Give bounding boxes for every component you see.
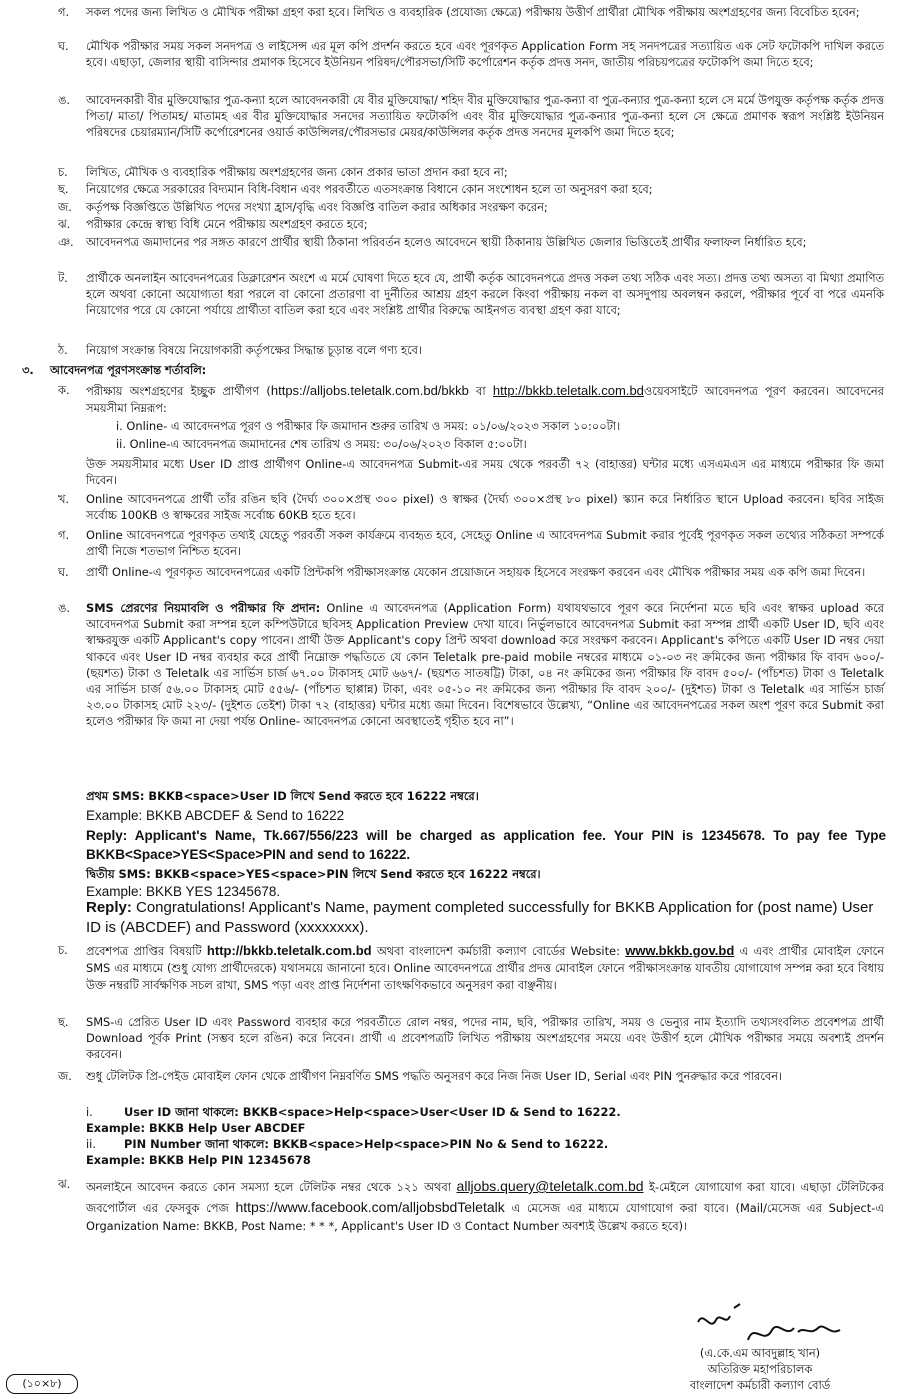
reply-label: Reply: xyxy=(86,828,128,843)
alljobs-query-email[interactable]: alljobs.query@teletalk.com.bd xyxy=(456,1178,644,1194)
bkkb-teletalk-link[interactable]: http://bkkb.teletalk.com.bd xyxy=(206,943,372,958)
clause-mark: ঠ. xyxy=(58,343,68,357)
clause-mark: জ. xyxy=(58,1069,72,1083)
signatory-office: বাংলাদেশ কর্মচারী কল্যাণ বোর্ড xyxy=(689,1378,831,1393)
first-sms-reply xyxy=(86,826,886,864)
recover-pin xyxy=(86,1136,886,1152)
clause-mark: ঘ. xyxy=(58,565,69,579)
signatory-designation: অতিরিক্ত মহাপরিচালক xyxy=(707,1362,813,1377)
first-sms-text: BKKB<space>User ID লিখে Send করতে হবে 16222 নম্বরে। xyxy=(144,789,479,803)
reply-label: Reply: xyxy=(86,899,132,916)
deadline-end: ii. Online-এ আবেদনপত্র জমাদানের শেষ তারিখ ও সময়: ৩০/০৬/২০২৩ বিকাল ৫:০০টা। xyxy=(116,437,527,451)
clause-mark: চ. xyxy=(58,165,68,179)
clause-mark: ঙ. xyxy=(58,93,70,107)
text-span: অথবা বাংলাদেশ কর্মচারী কল্যাণ বোর্ডের Website: xyxy=(371,944,626,958)
clause-mark: ঙ. xyxy=(58,601,70,615)
section-number: ৩. xyxy=(22,363,34,377)
clause-mark: চ. xyxy=(58,943,68,957)
clause-text: নিয়োগ সংক্রান্ত বিষয়ে নিয়োগকারী কর্তৃপক্ষের সিদ্ধান্ত চূড়ান্ত বলে গণ্য হবে। xyxy=(86,343,422,357)
signature-spacer xyxy=(640,1305,880,1345)
reply-text: Applicant's Name, Tk.667/556/223 will be charged as application fee. Your PIN is 12345678. To pay fee Type BKKB<Space>YES<Space>PIN and send to 16222. xyxy=(86,828,886,863)
clause-text: আবেদনপত্র জমাদানের পর সঙ্গত কারণে প্রার্থীর স্থায়ী ঠিকানা পরিবর্তন হলেও আবেদনে স্থায়ী ঠিকানায় উল্লিখিত জেলার ভিত্তিতেই প্রার্থীর ফলাফল নির্ধারিত হবে; xyxy=(86,235,807,249)
list-number: i. xyxy=(86,1105,93,1119)
recover-user-id xyxy=(86,1104,886,1120)
clause-mark: ঝ. xyxy=(58,1177,71,1191)
clause-text: প্রার্থীকে অনলাইন আবেদনপত্রের ডিক্লারেশন অংশে এ মর্মে ঘোষণা দিতে হবে যে, প্রার্থী কর্তৃক আবেদনপত্রে প্রদত্ত সকল তথ্য সঠিক এবং সত্য। প্রদত্ত তথ্য অসত্য বা মিথ্যা প্রমাণিত হলে অথবা কোনো অযোগ্যতা ধরা পরলে বা কোনো প্রতারণা বা দুর্নীতির আশ্রয় গ্রহণ করলে কিংবা পরীক্ষায় নকল বা অসদুপায় অবলম্বন করলে, পরীক্ষার পূর্বে বা পরে এমনকি নিয়োগের পরে যে কোনো পর্যায়ে প্রার্থীতা বাতিল করা হবে এবং সংশ্লিষ্ট প্রার্থীর বিরুদ্ধে আইনগত ব্যবস্থা গ্রহণ করা যাবে; xyxy=(86,271,884,318)
reply-text: Congratulations! Applicant's Name, payment completed successfully for BKKB Application for (post name) User ID is (ABCDEF) and Password (xxxxxxxx). xyxy=(86,899,874,936)
clause-mark: গ. xyxy=(58,5,70,19)
first-sms-example: Example: BKKB ABCDEF & Send to 16222 xyxy=(86,808,345,823)
sms-rules-heading: SMS প্রেরণের নিয়মাবলি ও পরীক্ষার ফি প্রদান: xyxy=(86,601,321,615)
second-sms-reply xyxy=(86,898,886,937)
clause-text: নিয়োগের ক্ষেত্রে সরকারের বিদ্যমান বিধি-বিধান এবং পরবর্তীতে এতসংক্রান্ত বিধানে কোন সংশোধন হলে তা অনুসরণ করা হবে; xyxy=(86,182,653,196)
second-sms-example: Example: BKKB YES 12345678. xyxy=(86,884,281,899)
clause-mark: ঞ. xyxy=(58,235,74,249)
text-span: ই-মেইলে যোগাযোগ করা যাবে। এছাড়া টেলিটকের জবপোর্টাল এর ফেসবুক পেজ xyxy=(86,1180,884,1215)
clause-mark: খ. xyxy=(58,492,70,506)
text-span: পরীক্ষায় অংশগ্রহণের ইচ্ছুক প্রার্থীগণ ( xyxy=(86,384,271,398)
clause-mark: ঘ. xyxy=(58,39,69,53)
text-span: প্রবেশপত্র প্রাপ্তির বিষয়টি xyxy=(86,944,207,958)
deadline-start: i. Online- এ আবেদনপত্র পূরণ ও পরীক্ষার ফি জমাদান শুরুর তারিখ ও সময়: ০১/০৬/২০২৩ সকাল ১০:০০টা। xyxy=(116,419,621,433)
first-sms xyxy=(86,788,886,804)
clause-text: প্রার্থী Online-এ পূরণকৃত আবেদনপত্রের একটি প্রিন্টকপি পরীক্ষাসংক্রান্ত যেকোন প্রয়োজনে সহায়ক হিসেবে সংরক্ষণ করবেন এবং মৌখিক পরীক্ষার সময় এক কপি জমা দিবেন। xyxy=(86,565,866,579)
facebook-page-link[interactable]: https://www.facebook.com/alljobsbdTeletalk xyxy=(235,1199,505,1215)
text-span: ওয়েবসাইটে আবেদনপত্র পূরণ করবেন। আবেদনের সময়সীমা নিম্নরূপ: xyxy=(86,384,884,416)
clause-text: কর্তৃপক্ষ বিজ্ঞপ্তিতে উল্লিখিত পদের সংখ্যা হ্রাস/বৃদ্ধি এবং বিজ্ঞপ্তি বাতিল করার অধিকার সংরক্ষণ করেন; xyxy=(86,200,548,214)
recover-user-id-text: User ID জানা থাকলে: BKKB<space>Help<space>User<User ID & Send to 16222. xyxy=(124,1105,621,1119)
fee-deadline-note: উক্ত সময়সীমার মধ্যে User ID প্রাপ্ত প্রার্থীগণ Online-এ আবেদনপত্র Submit-এর সময় থেকে পরবর্তী ৭২ (বাহাত্তর) ঘন্টার মধ্যে এসএমএস এর মাধ্যমে পরীক্ষার ফি জমা দিবেন। xyxy=(86,457,884,488)
second-sms xyxy=(86,866,886,882)
recover-pin-text: PIN Number জানা থাকলে: BKKB<space>Help<space>PIN No & Send to 16222. xyxy=(124,1137,609,1151)
clause-mark: ছ. xyxy=(58,182,69,196)
clause-mark: ক. xyxy=(58,383,70,397)
clause-text: Online আবেদনপত্রে পূরণকৃত তথ্যই যেহেতু পরবর্তী সকল কার্যক্রমে ব্যবহৃত হবে, সেহেতু Online এ আবেদনপত্র Submit করার পূর্বেই পূরণকৃত সকল তথ্যের সঠিকতা সম্পর্কে প্রার্থী নিজে শতভাগ নিশ্চিত হবেন। xyxy=(86,528,884,559)
alljobs-link[interactable]: https://alljobs.teletalk.com.bd/bkkb xyxy=(270,383,469,398)
clause-mark: ঝ. xyxy=(58,217,71,231)
text-span: বা xyxy=(468,384,493,398)
second-sms-label: দ্বিতীয় SMS: xyxy=(86,867,151,881)
clause-text xyxy=(86,942,884,993)
bkkb-teletalk-link[interactable]: http://bkkb.teletalk.com.bd xyxy=(492,383,644,398)
clause-text: সকল পদের জন্য লিখিত ও মৌখিক পরীক্ষা গ্রহণ করা হবে। লিখিত ও ব্যবহারিক (প্রযোজ্য ক্ষেত্রে) পরীক্ষায় উত্তীর্ণ প্রার্থীরা মৌখিক পরীক্ষায় অংশগ্রহণের জন্য বিবেচিত হবেন; xyxy=(86,5,860,19)
clause-mark: গ. xyxy=(58,528,70,542)
clause-text: শুধু টেলিটক প্রি-পেইড মোবাইল ফোন থেকে প্রার্থীগণ নিম্নবর্ণিত SMS পদ্ধতি অনুসরণ করে নিজ নিজ User ID, Serial এবং PIN পুনরুদ্ধার করে পারবেন। xyxy=(86,1069,783,1083)
clause-text xyxy=(86,600,884,730)
recover-pin-example: Example: BKKB Help PIN 12345678 xyxy=(86,1153,311,1167)
section-title: আবেদনপত্র পূরণসংক্রান্ত শর্তাবলি: xyxy=(50,363,207,377)
list-number: ii. xyxy=(86,1137,96,1151)
bkkb-gov-link[interactable]: www.bkkb.gov.bd xyxy=(625,943,735,958)
signatory-name: (এ.কে.এম আবদুল্লাহ খান) xyxy=(699,1346,821,1360)
second-sms-text: BKKB<space>YES<space>PIN লিখে Send করতে হবে 16222 নম্বরে। xyxy=(150,867,541,881)
clause-mark: ছ. xyxy=(58,1015,69,1029)
clause-text: আবেদনকারী বীর মুক্তিযোদ্ধার পুত্র-কন্যা হলে আবেদনকারী যে বীর মুক্তিযোদ্ধা/ শহিদ বীর মুক্তিযোদ্ধার পুত্র-কন্যা বা পুত্র-কন্যার পুত্র-কন্যা হলে সে মর্মে উপযুক্ত কর্তৃপক্ষ কর্তৃক প্রদত্ত পিতা/ মাতা/ পিতামহ/ মাতামহ এর বীর মুক্তিযোদ্ধার সনদের সত্যায়িত ফটোকপি এবং বীর মুক্তিযোদ্ধার পুত্র-কন্যার পুত্র-কন্যা হলে সে ক্ষেত্রে প্রমাণক স্বরূপ সংশ্লিষ্ট ইউনিয়ন পরিষদের চেয়ারম্যান/সিটি কর্পোরেশনের ওয়ার্ড কাউন্সিলর/পৌরসভার মেয়র/কাউন্সিলর কর্তৃক প্রদত্ত সনদের মূলকপি জমা দিতে হবে; xyxy=(86,93,884,140)
first-sms-label: প্রথম SMS: xyxy=(86,789,145,803)
signature-block xyxy=(640,1305,880,1394)
page-number: (১০×৮) xyxy=(6,1374,78,1394)
clause-text xyxy=(86,382,884,417)
recover-user-id-example: Example: BKKB Help User ABCDEF xyxy=(86,1121,306,1135)
clause-text: মৌখিক পরীক্ষার সময় সকল সনদপত্র ও লাইসেন্স এর মূল কপি প্রদর্শন করতে হবে এবং পূরণকৃত Application Form সহ সনদপত্রের সত্যায়িত এক সেট ফটোকপি দাখিল করতে হবে। এছাড়া, জেলার স্থায়ী বাসিন্দার প্রমাণক হিসেবে ইউনিয়ন পরিষদ/পৌরসভা/সিটি কর্পোরেশন কর্তৃক প্রদত্ত সনদ, জাতীয় পরিচয়পত্রের ফটোকপি জমা দিতে হবে; xyxy=(86,39,884,70)
clause-mark: ট. xyxy=(58,271,68,285)
clause-text: পরীক্ষার কেন্দ্রে স্বাস্থ্য বিধি মেনে পরীক্ষায় অংশগ্রহণ করতে হবে; xyxy=(86,217,368,231)
clause-text: লিখিত, মৌখিক ও ব্যবহারিক পরীক্ষায় অংশগ্রহণের জন্য কোন প্রকার ভাতা প্রদান করা হবে না; xyxy=(86,165,508,179)
text-span: অনলাইনে আবেদন করতে কোন সমস্যা হলে টেলিটক নম্বর থেকে ১২১ অথবা xyxy=(86,1180,457,1194)
text-span: এ এবং প্রার্থীর মোবাইল ফোনে SMS এর মাধ্যমে (শুধু যোগ্য প্রার্থীদেরকে) যথাসময়ে জানানো হবে। Online আবেদনপত্রে প্রার্থীর প্রদত্ত মোবাইল ফোনে পরীক্ষাসংক্রান্ত যাবতীয় যোগাযোগ সম্পন্ন করা হবে বিধায় উক্ত নম্বরটি সার্বক্ষণিক সচল রাখা, SMS পড়া এবং প্রাপ্ত নির্দেশনা তাৎক্ষণিকভাবে অনুসরণ করা বাঞ্ছনীয়। xyxy=(86,944,885,992)
clause-mark: জ. xyxy=(58,200,72,214)
text-span: এ মেসেজ এর মাধ্যমে যোগাযোগ করা যাবে। (Mail/মেসেজ এর Subject-এ Organization Name: BKKB, Post Name: * * *, Applicant's User ID ও Contact Number অবশ্যই উল্লেখ করতে হবে)। xyxy=(86,1201,884,1233)
clause-text: Online আবেদনপত্রে প্রার্থী তাঁর রঙিন ছবি (দৈর্ঘ্য ৩০০×প্রস্থ ৩০০ pixel) ও স্বাক্ষর (দৈর্ঘ্য ৩০০×প্রস্থ ৮০ pixel) স্ক্যান করে নির্ধারিত স্থানে Upload করবেন। ছবির সাইজ সর্বোচ্চ 100KB ও স্বাক্ষরের সাইজ সর্বোচ্চ 60KB হতে হবে। xyxy=(86,492,884,523)
clause-text: SMS-এ প্রেরিত User ID এবং Password ব্যবহার করে পরবর্তীতে রোল নম্বর, পদের নাম, ছবি, পরীক্ষার তারিখ, সময় ও ভেন্যুর নাম ইত্যাদি তথ্যসংবলিত প্রবেশপত্র প্রার্থী Download পূর্বক Print (সম্ভব হলে রঙিন) করে নিবেন। প্রার্থী এ প্রবেশপত্রটি লিখিত পরীক্ষায় অংশগ্রহণের সময়ে এবং উত্তীর্ণ হলে মৌখিক পরীক্ষার সময়ে অবশ্যই প্রদর্শন করবেন। xyxy=(86,1015,884,1062)
clause-text xyxy=(86,1176,884,1235)
text-span: Online এ আবেদনপত্র (Application Form) যথাযথভাবে পূরণ করে নির্দেশনা মতে ছবি এবং স্বাক্ষর upload করে আবেদনপত্র Submit করা সম্পন্ন হলে কম্পিউটারে ছবিসহ Application Preview দেখা যাবে। নির্ভুলভাবে আবেদনপত্র Submit করা সম্পন্ন প্রার্থী একটি User ID, ছবি এবং স্বাক্ষরযুক্ত একটি Applicant's copy পাবেন। প্রার্থী উক্ত Applicant's copy প্রিন্ট অথবা download করে সংরক্ষণ করবেন। Applicant's কপিতে একটি User ID নম্বর দেয়া থাকবে এবং User ID নম্বর ব্যবহার করে প্রার্থী নিম্নোক্ত পদ্ধতিতে যে কোন Teletalk pre-paid mobile নম্বরের মাধ্যমে ০১-০৩ নং ক্রমিকের জন্য পরীক্ষার ফি বাবদ ৬০০/-(ছয়শত) টাকা ও Teletalk এর সার্ভিস চার্জ ৬৭.০০ টাকাসহ মোট ৬৬৭/- (ছয়শত সাতষট্টি) টাকা, ০৪ নং ক্রমিকের জন্য পরীক্ষার ফি বাবদ ৫০০/- (পাঁচশত) টাকা ও Teletalk এর সার্ভিস চার্জ ৫৬.০০ টাকাসহ মোট ৫৫৬/- (পাঁচশত ছাপ্পান্ন) টাকা, এবং ০৫-১০ নং ক্রমিকের জন্য পরীক্ষার ফি বাবদ ২০০/- (দুইশত) টাকা ও Teletalk এর সার্ভিস চার্জ ২৩.০০ টাকাসহ মোট ২২৩/- (দুইশত তেইশ) টাকা ৭২ (বাহাত্তর) ঘন্টার মধ্যে জমা দিবেন। বিশেষভাবে উল্লেখ্য, “Online এর আবেদনপত্রের সকল অংশ পূরণ করে Submit করা হলেও পরীক্ষার ফি জমা না দেয়া পর্যন্ত Online- আবেদনপত্র কোনো অবস্থাতেই গৃহীত হবে না”। xyxy=(86,601,884,729)
